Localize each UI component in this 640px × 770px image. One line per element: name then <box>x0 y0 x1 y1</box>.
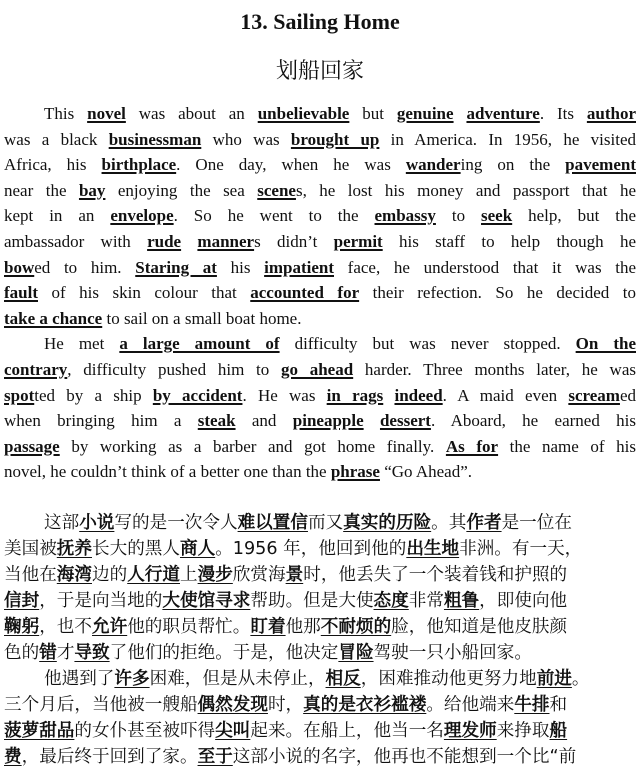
vocab-keyword: As for <box>445 436 499 456</box>
english-line <box>4 101 636 127</box>
vocab-keyword: 真的是衣衫褴褛 <box>303 695 427 715</box>
text-segment: by working as a barber and got home finally. <box>59 436 446 456</box>
text-segment <box>454 104 467 123</box>
text-segment: Africa, his <box>4 155 102 175</box>
vocab-keyword: 前进 <box>536 669 572 689</box>
vocab-keyword: phrase <box>330 462 380 482</box>
vocab-keyword: spot <box>4 385 35 405</box>
text-segment: 才 <box>56 643 75 663</box>
text-segment: 。 <box>571 669 590 689</box>
text-segment: ，困难推动他更努力地 <box>360 669 537 689</box>
text-segment: novel, he couldn’t think of a better one than the <box>4 462 331 482</box>
vocab-keyword: 商人 <box>179 539 216 559</box>
vocab-keyword: 出生地 <box>406 539 460 559</box>
text-segment: 起来。在船上，他当一名 <box>250 721 444 741</box>
text-segment: of his skin colour that <box>38 283 251 303</box>
vocab-keyword: 真实的历险 <box>343 513 432 533</box>
vocab-keyword: 不耐烦的 <box>320 617 392 637</box>
text-segment: ，于是向当地的 <box>39 591 163 611</box>
vocab-keyword: 鞠躬 <box>4 617 40 637</box>
vocab-keyword: brought up <box>290 129 380 149</box>
vocab-keyword: 至于 <box>197 747 233 767</box>
text-segment: 美国被 <box>4 539 57 559</box>
text-segment: 色的 <box>4 643 40 663</box>
text-segment: difficulty but was never stopped. <box>279 334 576 354</box>
text-segment: 和 <box>549 695 568 715</box>
page-title: 13. Sailing Home <box>240 9 400 34</box>
vocab-keyword: seek <box>481 206 513 226</box>
vocab-keyword: 允许 <box>92 617 128 637</box>
vocab-keyword: pavement <box>565 155 636 175</box>
text-segment: was a black <box>4 129 109 149</box>
english-line <box>4 229 636 255</box>
text-segment: . One day, when he was <box>176 155 406 175</box>
vocab-keyword: 信封 <box>4 591 40 611</box>
text-segment: ed <box>619 385 636 405</box>
text-segment: to sail on a small boat home. <box>102 308 302 328</box>
vocab-keyword: 相反 <box>325 669 361 689</box>
vocab-keyword: passage <box>4 436 60 456</box>
text-segment <box>383 386 394 405</box>
vocab-keyword: bay <box>78 180 106 200</box>
text-segment: 脸，他知道是他皮肤颜 <box>391 617 568 637</box>
text-segment: 长大的黑人 <box>92 539 180 559</box>
text-segment: . So he went to the <box>173 206 375 226</box>
vocab-keyword: rude <box>147 231 182 251</box>
english-line <box>4 280 636 306</box>
text-segment: 当他在 <box>4 565 57 585</box>
text-segment: 驾驶一只小船回家。 <box>373 643 532 663</box>
english-line <box>4 255 636 281</box>
text-segment: when bringing him a <box>4 411 198 431</box>
english-line <box>4 203 636 229</box>
text-segment: “Go Ahead”. <box>379 462 473 482</box>
text-segment: 这部小说的名字，他再也不能想到一个比“前 <box>232 747 577 767</box>
vocab-keyword: permit <box>333 231 383 251</box>
vocab-keyword: 人行道 <box>127 565 180 585</box>
text-segment: ，即使向他 <box>479 591 568 611</box>
text-segment: harder. Three months later, he was <box>353 359 636 379</box>
text-segment: 的女仆甚至被吓得 <box>74 721 216 741</box>
text-segment: but <box>349 104 397 123</box>
vocab-keyword: by accident <box>152 385 243 405</box>
text-segment: 欣赏海 <box>232 565 286 585</box>
text-segment: s, he lost his money and passport that he <box>295 180 636 200</box>
vocab-keyword: 难以置信 <box>237 513 308 533</box>
vocab-keyword: 菠萝甜品 <box>4 721 75 741</box>
text-segment: 时， <box>267 695 304 715</box>
vocab-keyword: 景 <box>285 565 304 585</box>
text-segment: his <box>216 257 265 277</box>
chinese-line <box>4 666 638 692</box>
vocab-keyword: 偶然发现 <box>197 695 268 715</box>
vocab-keyword: scene <box>257 180 296 200</box>
text-segment: ed to him. <box>34 257 136 277</box>
vocab-keyword: 尖叫 <box>215 721 251 741</box>
vocab-keyword: On the <box>575 334 636 354</box>
chinese-line <box>4 718 638 744</box>
chinese-line <box>4 536 638 562</box>
vocab-keyword: 船 <box>549 721 568 741</box>
text-segment: 非常 <box>408 591 444 611</box>
vocab-keyword: 漫步 <box>197 565 233 585</box>
vocab-keyword: manner <box>197 231 255 251</box>
vocab-keyword: 作者 <box>466 513 502 533</box>
vocab-keyword: bow <box>4 257 35 277</box>
vocab-keyword: in rags <box>326 385 384 405</box>
chinese-line <box>4 640 638 666</box>
text-segment: enjoying the sea <box>105 180 258 200</box>
text-segment: the name of his <box>498 436 636 456</box>
text-segment: ambassador with <box>4 231 148 251</box>
chinese-line <box>4 510 638 536</box>
vocab-keyword: take a chance <box>4 308 103 328</box>
text-segment: He met <box>44 334 120 354</box>
english-line <box>4 152 636 178</box>
text-segment: 这部 <box>44 513 80 533</box>
chinese-line <box>4 744 638 770</box>
text-segment: face, he understood that it was the <box>334 257 637 277</box>
text-segment: . He was <box>242 385 327 405</box>
vocab-keyword: 海湾 <box>56 565 92 585</box>
vocab-keyword: 抚养 <box>56 539 92 559</box>
english-line <box>4 459 636 485</box>
text-segment: ted by a ship <box>34 385 153 405</box>
page-subtitle: 划船回家 <box>275 59 364 84</box>
text-segment: 来挣取 <box>496 721 550 741</box>
text-segment: who was <box>201 129 291 149</box>
vocab-keyword: dessert <box>379 411 431 431</box>
vocab-keyword: adventure <box>466 104 540 123</box>
text-segment: 他的职员帮忙。 <box>127 617 251 637</box>
text-segment: was about an <box>125 104 258 123</box>
text-segment: ing on the <box>460 155 566 175</box>
vocab-keyword: 冒险 <box>338 643 374 663</box>
text-segment: 写的是一次令人 <box>114 513 238 533</box>
vocab-keyword: wander <box>405 155 461 175</box>
text-segment: 边的 <box>92 565 128 585</box>
vocab-keyword: unbelievable <box>257 104 350 123</box>
text-segment: 上 <box>180 565 198 585</box>
text-segment: in America. In 1956, he visited <box>379 129 636 149</box>
text-segment: , difficulty pushed him to <box>67 359 281 379</box>
text-segment: . A maid even <box>442 385 569 405</box>
vocab-keyword: pineapple <box>292 411 364 431</box>
text-segment: 三个月后，当他被一艘船 <box>4 695 198 715</box>
vocab-keyword: 许多 <box>114 669 150 689</box>
text-segment: s didn’t <box>254 231 334 251</box>
english-line <box>4 434 636 460</box>
vocab-keyword: Staring at <box>135 257 217 277</box>
text-segment: 帮助。但是大使 <box>250 591 374 611</box>
vocab-keyword: go ahead <box>280 359 354 379</box>
english-line <box>4 357 636 383</box>
text-segment: . Its <box>539 104 587 123</box>
text-segment <box>181 232 197 251</box>
text-segment: kept in an <box>4 206 111 226</box>
vocab-keyword: steak <box>197 411 236 431</box>
text-segment: ，也不 <box>39 617 92 637</box>
chinese-line <box>4 692 638 718</box>
vocab-keyword: genuine <box>396 104 454 123</box>
vocab-keyword: 错 <box>39 643 57 663</box>
english-line <box>4 383 636 409</box>
text-segment: their refection. So he decided to <box>359 283 637 303</box>
text-segment: near the <box>4 180 79 200</box>
vocab-keyword: birthplace <box>101 155 177 175</box>
text-segment: his staff to help though he <box>382 231 637 251</box>
text-segment <box>364 411 380 430</box>
vocab-keyword: contrary <box>4 359 68 379</box>
chinese-line <box>4 614 638 640</box>
english-line <box>4 331 636 357</box>
vocab-keyword: indeed <box>394 385 443 405</box>
text-segment: 他遇到了 <box>44 669 115 689</box>
chinese-line <box>4 588 638 614</box>
english-line <box>4 306 636 332</box>
text-segment: 而又 <box>307 513 344 533</box>
vocab-keyword: 大使馆 <box>162 591 216 611</box>
vocab-keyword: 粗鲁 <box>443 591 480 611</box>
vocab-keyword: 盯着 <box>250 617 286 637</box>
vocab-keyword: scream <box>568 385 620 405</box>
chinese-translation <box>4 510 638 770</box>
text-segment: to <box>435 206 482 226</box>
english-line <box>4 127 636 153</box>
vocab-keyword: 理发师 <box>443 721 497 741</box>
chinese-line <box>4 562 638 588</box>
vocab-keyword: 小说 <box>79 513 115 533</box>
vocab-keyword: fault <box>4 283 38 303</box>
english-passage <box>4 101 636 485</box>
text-segment: 。给他端来 <box>426 695 515 715</box>
text-segment: This <box>44 104 88 123</box>
vocab-keyword: 费 <box>4 747 22 767</box>
text-segment: and <box>235 411 293 431</box>
vocab-keyword: businessman <box>108 129 202 149</box>
text-segment: ，最后终于回到了家。 <box>21 747 198 767</box>
text-segment: 是一位在 <box>501 513 572 533</box>
text-segment: 困难，但是从未停止， <box>149 669 326 689</box>
text-segment: 他那 <box>285 617 321 637</box>
text-segment: 时，他丢失了一个装着钱和护照的 <box>303 565 568 585</box>
vocab-keyword: 寻求 <box>215 591 251 611</box>
vocab-keyword: 态度 <box>373 591 409 611</box>
text-segment: 非洲。有一天， <box>459 539 583 559</box>
text-segment: 。1956 年，他回到他的 <box>215 539 407 559</box>
vocab-keyword: envelope <box>110 206 174 226</box>
vocab-keyword: a large amount of <box>119 334 280 354</box>
text-segment: help, but the <box>512 206 636 226</box>
text-segment: . Aboard, he earned his <box>430 411 637 431</box>
vocab-keyword: novel <box>87 104 126 123</box>
vocab-keyword: author <box>586 104 636 123</box>
text-segment: 。其 <box>431 513 467 533</box>
english-line <box>4 408 636 434</box>
vocab-keyword: impatient <box>264 257 334 277</box>
text-segment: 了他们的拒绝。于是，他决定 <box>109 643 339 663</box>
vocab-keyword: 导致 <box>74 643 110 663</box>
vocab-keyword: embassy <box>374 206 436 226</box>
vocab-keyword: 牛排 <box>514 695 550 715</box>
vocab-keyword: accounted for <box>250 283 360 303</box>
english-line <box>4 178 636 204</box>
